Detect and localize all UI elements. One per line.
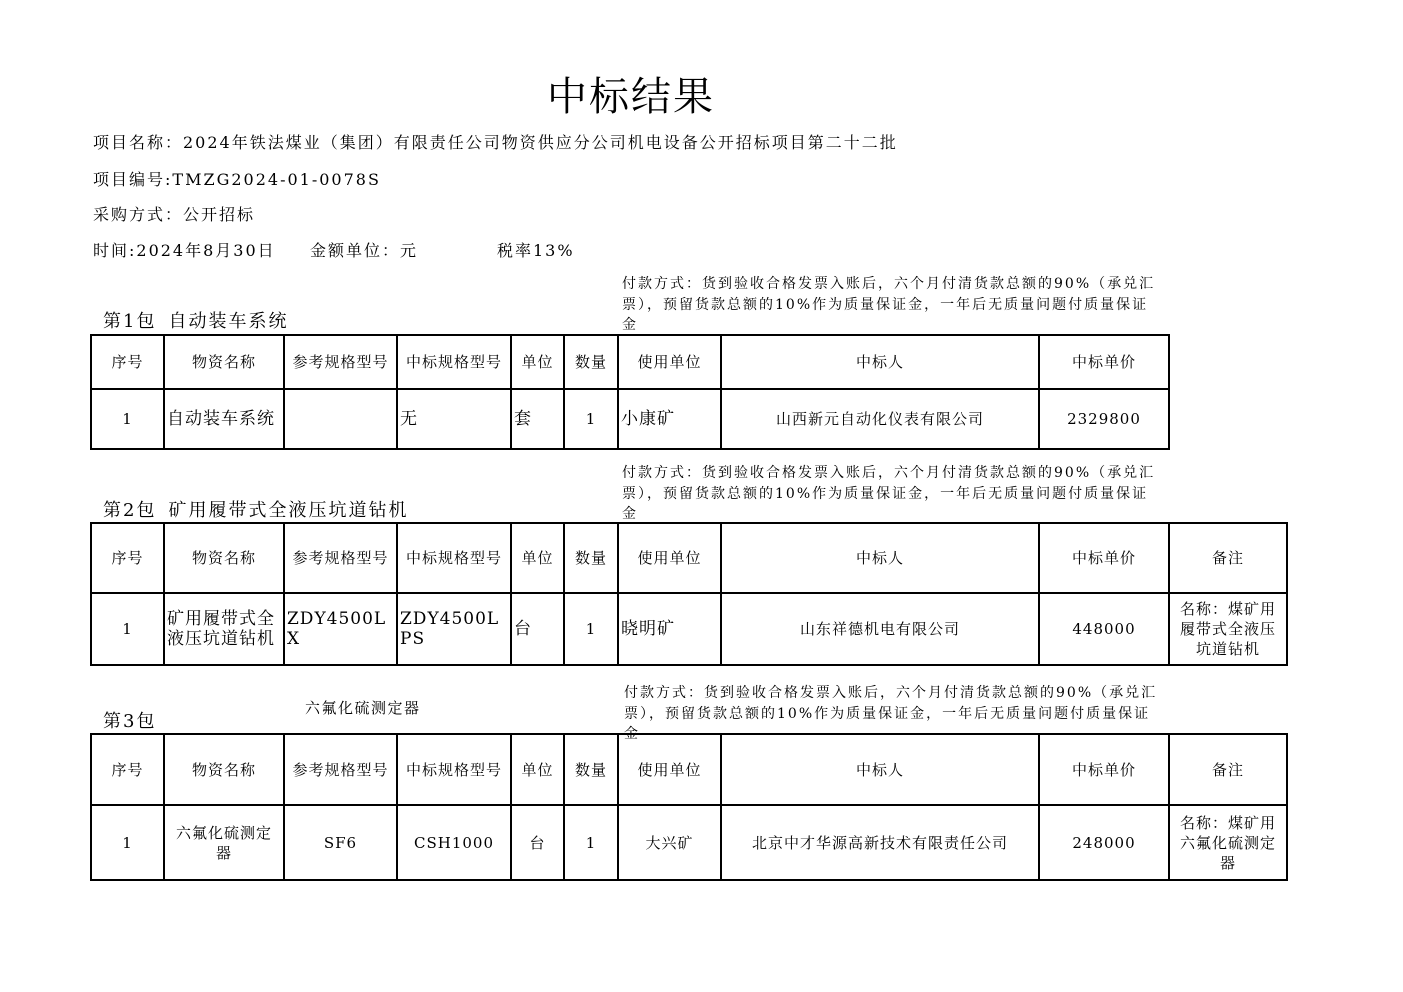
payment-line: 票），预留货款总额的10%作为质量保证金，一年后无质量问题付质量保证: [622, 296, 1149, 313]
payment-line: 付款方式：货到验收合格发票入账后，六个月付清货款总额的90%（承兑汇: [622, 465, 1156, 481]
cell-user-unit: 大兴矿: [618, 805, 721, 880]
col-header-unit-price: 中标单价: [1039, 523, 1169, 593]
package-label: 第3包: [103, 711, 157, 732]
cell-no: 1: [91, 593, 164, 665]
package-2-table: [90, 522, 1288, 666]
cell-quantity: 1: [564, 805, 618, 880]
col-header-quantity: 数量: [564, 335, 618, 389]
col-header-material: 物资名称: [164, 734, 284, 805]
cell-material: 自动装车系统: [164, 389, 284, 449]
tax-rate: 税率13%: [497, 241, 575, 260]
cell-unit: 台: [511, 805, 564, 880]
currency-unit: 金额单位：元: [310, 241, 419, 260]
col-header-material: 物资名称: [164, 523, 284, 593]
cell-bid-spec: 无: [397, 389, 511, 449]
package-1-table: [90, 334, 1170, 450]
cell-unit-price: 2329800: [1039, 389, 1169, 449]
payment-line: 金: [622, 506, 638, 522]
table-row: [91, 805, 1287, 880]
package-3-heading: [103, 711, 156, 733]
cell-user-unit: 小康矿: [618, 389, 721, 449]
col-header-unit: 单位: [511, 734, 564, 805]
col-header-remark: 备注: [1169, 734, 1287, 805]
col-header-quantity: 数量: [564, 523, 618, 593]
col-header-bid-spec: 中标规格型号: [397, 734, 511, 805]
col-header-ref-spec: 参考规格型号: [284, 335, 397, 389]
project-number: 项目编号:TMZG2024-01-0078S: [93, 170, 381, 189]
cell-unit-price: 448000: [1039, 593, 1169, 665]
package-label: 第1包: [103, 311, 157, 332]
cell-ref-spec: [284, 389, 397, 449]
col-header-no: 序号: [91, 523, 164, 593]
payment-line: 付款方式：货到验收合格发票入账后，六个月付清货款总额的90%（承兑汇: [624, 685, 1158, 701]
cell-material: 六氟化硫测定器: [164, 805, 284, 880]
bid-date: 时间:2024年8月30日: [93, 241, 276, 260]
cell-user-unit: 晓明矿: [618, 593, 721, 665]
col-header-bid-spec: 中标规格型号: [397, 335, 511, 389]
page-title: 中标结果: [547, 74, 715, 120]
procurement-method: 采购方式：公开招标: [93, 205, 256, 224]
cell-ref-spec: ZDY4500LX: [284, 593, 397, 665]
col-header-user-unit: 使用单位: [618, 734, 721, 805]
package-3-name: 六氟化硫测定器: [305, 699, 421, 717]
package-name: 自动装车系统: [168, 311, 289, 332]
cell-winner: 北京中才华源高新技术有限责任公司: [721, 805, 1039, 880]
cell-winner: 山西新元自动化仪表有限公司: [721, 389, 1039, 449]
col-header-material: 物资名称: [164, 335, 284, 389]
cell-ref-spec: SF6: [284, 805, 397, 880]
col-header-winner: 中标人: [721, 523, 1039, 593]
col-header-user-unit: 使用单位: [618, 523, 721, 593]
payment-line: 金: [624, 726, 640, 742]
table-row: [91, 593, 1287, 665]
cell-bid-spec: ZDY4500LPS: [397, 593, 511, 665]
cell-no: 1: [91, 805, 164, 880]
col-header-bid-spec: 中标规格型号: [397, 523, 511, 593]
payment-line: 票），预留货款总额的10%作为质量保证金，一年后无质量问题付质量保证: [622, 485, 1149, 502]
cell-unit: 套: [511, 389, 564, 449]
table-row: [91, 389, 1169, 449]
payment-line: 票），预留货款总额的10%作为质量保证金，一年后无质量问题付质量保证: [624, 705, 1151, 722]
package-name: 矿用履带式全液压坑道钻机: [168, 500, 409, 521]
col-header-user-unit: 使用单位: [618, 335, 721, 389]
col-header-no: 序号: [91, 335, 164, 389]
table-header-row: [91, 523, 1287, 593]
cell-no: 1: [91, 389, 164, 449]
col-header-unit-price: 中标单价: [1039, 335, 1169, 389]
cell-bid-spec: CSH1000: [397, 805, 511, 880]
col-header-unit: 单位: [511, 523, 564, 593]
cell-remark: 名称：煤矿用履带式全液压坑道钻机: [1169, 593, 1287, 665]
cell-quantity: 1: [564, 593, 618, 665]
cell-quantity: 1: [564, 389, 618, 449]
col-header-quantity: 数量: [564, 734, 618, 805]
cell-unit-price: 248000: [1039, 805, 1169, 880]
table-header-row: [91, 734, 1287, 805]
package-label: 第2包: [103, 500, 157, 521]
cell-material: 矿用履带式全液压坑道钻机: [164, 593, 284, 665]
package-2-heading: [103, 500, 408, 522]
col-header-ref-spec: 参考规格型号: [284, 523, 397, 593]
cell-winner: 山东祥德机电有限公司: [721, 593, 1039, 665]
cell-unit: 台: [511, 593, 564, 665]
package-1-payment-terms: [622, 274, 1182, 334]
col-header-unit-price: 中标单价: [1039, 734, 1169, 805]
project-name: 项目名称：2024年铁法煤业（集团）有限责任公司物资供应分公司机电设备公开招标项目第二十二批: [93, 133, 898, 152]
col-header-ref-spec: 参考规格型号: [284, 734, 397, 805]
package-2-payment-terms: [622, 463, 1182, 522]
col-header-winner: 中标人: [721, 734, 1039, 805]
col-header-winner: 中标人: [721, 335, 1039, 389]
col-header-no: 序号: [91, 734, 164, 805]
col-header-unit: 单位: [511, 335, 564, 389]
package-1-heading: [103, 311, 288, 333]
col-header-remark: 备注: [1169, 523, 1287, 593]
package-3-table: [90, 733, 1288, 881]
table-header-row: [91, 335, 1169, 389]
package-3-payment-terms: [624, 683, 1184, 742]
payment-line: 付款方式：货到验收合格发票入账后，六个月付清货款总额的90%（承兑汇: [622, 276, 1156, 292]
cell-remark: 名称：煤矿用六氟化硫测定器: [1169, 805, 1287, 880]
payment-line: 金: [622, 317, 638, 333]
